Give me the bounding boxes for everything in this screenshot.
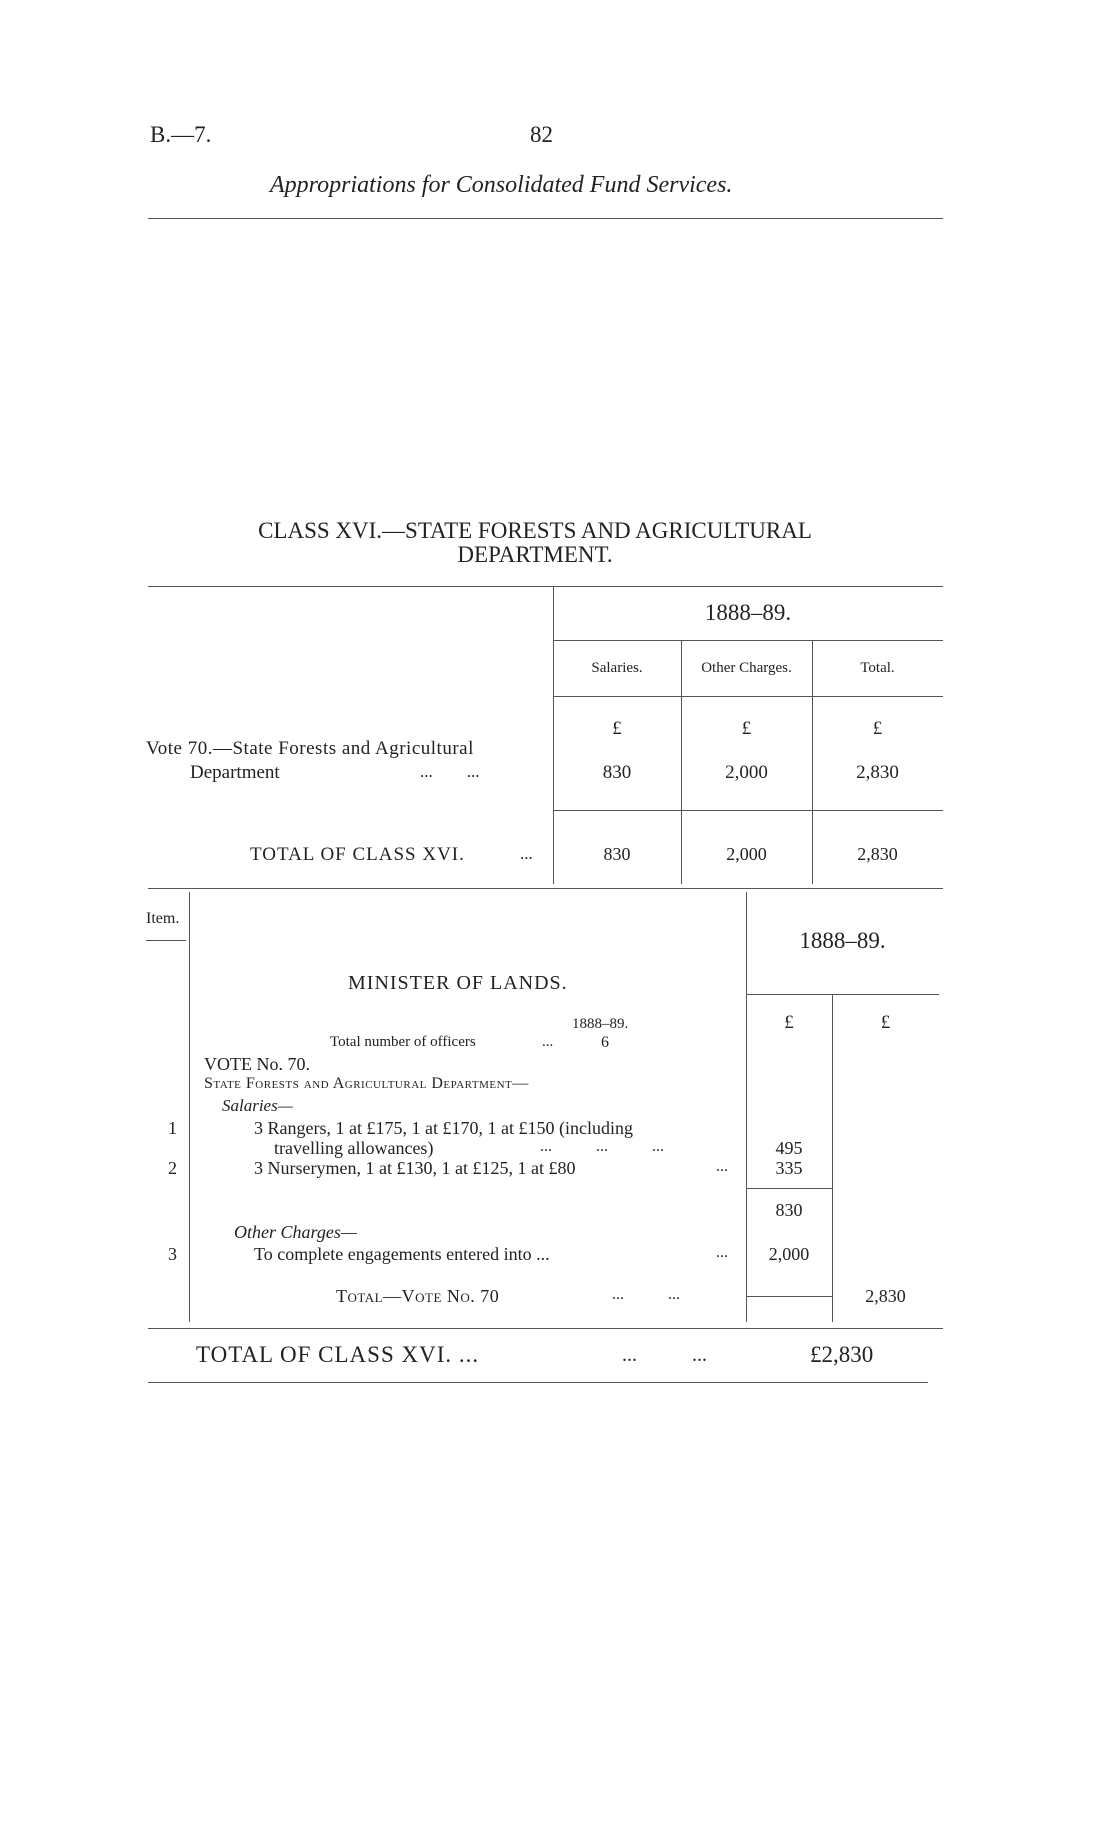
- item-2-number: 2: [168, 1158, 177, 1178]
- class-title-rule: [148, 586, 943, 587]
- detail-year: 1888–89.: [799, 928, 886, 953]
- vote-70-dots: ... ...: [420, 762, 480, 781]
- summary-year: 1888–89.: [704, 600, 792, 625]
- item-2-dots: ...: [716, 1158, 728, 1175]
- salaries-subtotal-rule: [746, 1188, 832, 1189]
- item-column-header: Item.: [146, 910, 180, 927]
- item-2-line1: 3 Nurserymen, 1 at £130, 1 at £125, 1 at £80: [254, 1158, 576, 1178]
- officers-dots: ...: [542, 1034, 554, 1050]
- item-column-divider: [189, 892, 190, 1322]
- item-1-dots: ... ... ...: [540, 1138, 664, 1155]
- item-1-line1: 3 Rangers, 1 at £175, 1 at £170, 1 at £150 (including: [254, 1118, 633, 1138]
- detail-year-rule: [746, 994, 939, 995]
- currency-salaries: £: [612, 718, 622, 739]
- page-number: 82: [530, 122, 553, 147]
- summary-total-salaries: 830: [603, 844, 631, 864]
- summary-total-other-charges: 2,000: [726, 844, 767, 864]
- header-rule: [148, 218, 943, 219]
- summary-year-rule: [553, 640, 943, 641]
- col-header-salaries: Salaries.: [591, 660, 643, 676]
- item-3-text: To complete engagements entered into ...: [254, 1244, 550, 1264]
- summary-total-total: 2,830: [857, 844, 898, 864]
- officers-label: Total number of officers: [330, 1034, 476, 1050]
- class-title-line1: CLASS XVI.—STATE FORESTS AND AGRICULTURAL: [258, 518, 812, 543]
- summary-bottom-rule: [148, 888, 943, 889]
- minister-heading: MINISTER OF LANDS.: [348, 972, 568, 994]
- grand-total-bottom-rule: [148, 1382, 928, 1383]
- officers-year: 1888–89.: [572, 1016, 629, 1032]
- item-3-number: 3: [168, 1244, 177, 1264]
- running-title: Appropriations for Consolidated Fund Services.: [270, 172, 733, 198]
- vote-number: VOTE No. 70.: [204, 1054, 310, 1074]
- col-header-total: Total.: [860, 660, 895, 676]
- summary-total-rule: [553, 810, 943, 811]
- vote-70-label-line1: Vote 70.—State Forests and Agricultural: [146, 738, 474, 759]
- department-heading: State Forests and Agricultural Department—: [204, 1075, 529, 1092]
- vote-total-label: Total—Vote No. 70: [336, 1286, 500, 1306]
- salaries-subtotal: 830: [775, 1200, 803, 1220]
- grand-total-label: TOTAL OF CLASS XVI. ...: [196, 1342, 480, 1367]
- currency-total: £: [872, 718, 883, 739]
- vote-total-value: 2,830: [865, 1286, 906, 1306]
- item-1-line2: travelling allowances): [274, 1138, 434, 1158]
- officers-count: 6: [601, 1034, 609, 1051]
- document-ref: B.—7.: [150, 122, 212, 147]
- summary-total-label: TOTAL OF CLASS XVI.: [250, 844, 465, 865]
- summary-header-rule: [553, 696, 943, 697]
- item-header-rule: [146, 940, 186, 941]
- vote-70-total: 2,830: [856, 762, 899, 783]
- vote-70-label-line2: Department: [190, 762, 280, 783]
- summary-total-dots: ...: [520, 844, 533, 863]
- other-charges-heading: Other Charges—: [234, 1222, 357, 1242]
- detail-currency-2: £: [880, 1012, 891, 1033]
- item-2-value: 335: [775, 1158, 803, 1178]
- item-1-value: 495: [775, 1138, 803, 1158]
- item-3-value: 2,000: [768, 1244, 810, 1264]
- detail-currency-1: £: [784, 1012, 794, 1033]
- vote-70-salaries: 830: [602, 762, 632, 783]
- class-title-line2: DEPARTMENT.: [457, 542, 613, 567]
- vote-total-dots: ... ...: [612, 1286, 680, 1303]
- vote-total-rule: [746, 1296, 832, 1297]
- item-3-dots: ...: [716, 1244, 728, 1261]
- grand-total-dots: ... ...: [622, 1344, 707, 1366]
- amount-subcolumn-divider: [832, 995, 833, 1322]
- currency-other-charges: £: [741, 718, 752, 739]
- vote-70-other-charges: 2,000: [725, 762, 768, 783]
- salaries-heading: Salaries—: [222, 1096, 293, 1115]
- item-1-number: 1: [168, 1118, 177, 1138]
- grand-total-top-rule: [148, 1328, 943, 1329]
- col-header-other-charges: Other Charges.: [701, 660, 792, 676]
- grand-total-value: £2,830: [810, 1342, 874, 1367]
